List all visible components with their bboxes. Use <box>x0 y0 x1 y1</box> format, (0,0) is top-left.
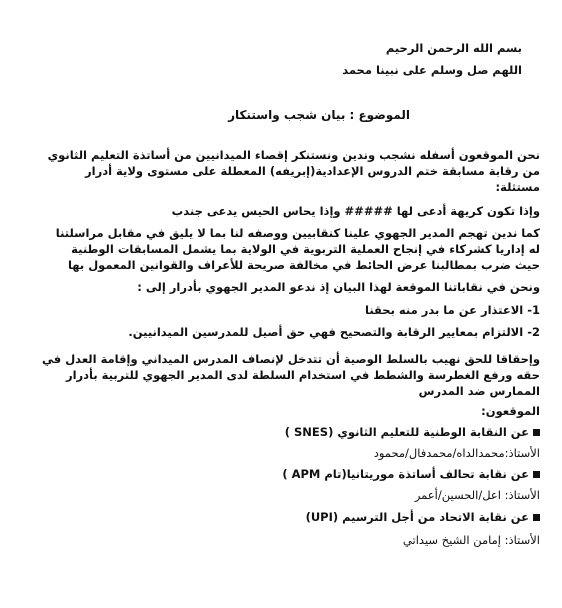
union-name: عن النقابة الوطنية للتعليم الثانوي (SNES ) <box>284 425 529 439</box>
union-name: عن نقابة تحالف أساتذة موريتانيا(تام APM ) <box>282 467 529 481</box>
bullet-icon <box>533 429 540 436</box>
union-3 <box>22 510 540 524</box>
bullet-icon <box>533 514 540 521</box>
union-1-signers: الأستاذ:محمدالداه/محمدفال/محمود <box>373 446 540 460</box>
signatories-heading: الموقعون: <box>481 404 540 418</box>
item-text: الالتزام بمعايير الرقابة والتصحيح فهي حق أصيل للمدرسين الميدانيين. <box>128 325 524 339</box>
basmala: بسم الله الرحمن الرحيم <box>385 41 522 55</box>
salawat-line: اللهم صل وسلم على نبينا محمد <box>342 63 522 77</box>
paragraph-3-line-2: له إداريا كشركاء في إنجاح العملية التربوية في الولاية بما يشمل المسابقات الوطنية <box>71 242 540 256</box>
union-1 <box>22 425 540 439</box>
union-name: عن نقابة الاتحاد من أجل الترسيم (UPI) <box>305 510 529 524</box>
paragraph-1-line-3: مستثلة: <box>495 180 540 194</box>
union-2-signers: الأستاذ: اعل/الحسين/أعمر <box>414 488 540 502</box>
poetry-verse: وإذا تكون كريهة أدعى لها ##### وإذا يحاس الحيس يدعى جندب <box>171 204 540 218</box>
paragraph-5-line-2: حقه ورفع الغطرسة والشطط في استخدام السلطة لدى المدير الجهوي للتربية بأدرار <box>65 368 540 382</box>
item-text: الاعتذار عن ما بدر منه بحقنا <box>365 303 524 317</box>
paragraph-1-line-2: من رقابة مسابقة ختم الدروس الإعدادية(إبريفه) المعطلة على مستوى ولاية أدرار <box>85 164 540 178</box>
paragraph-4: ونحن في نقاباتنا الموقعة لهذا البيان إذ ندعو المدير الجهوي بأدرار إلى : <box>137 280 540 294</box>
item-number: 2- <box>527 325 540 339</box>
bullet-icon <box>533 471 540 478</box>
item-number: 1- <box>527 303 540 317</box>
union-2 <box>22 467 540 481</box>
demand-item-1 <box>22 303 540 317</box>
paragraph-3-line-3: حيث ضرب بمطالبنا عرض الحائط في مخالفة صريحة للأعراف والقوانين المعمول بها <box>67 258 540 272</box>
paragraph-1-line-1: نحن الموقعون أسفله نشجب وندين ونستنكر إقصاء الميدانيين من أساتذة التعليم الثانوي <box>47 148 540 162</box>
subject-line: الموضوع : بيان شجب واستنكار <box>228 108 410 122</box>
union-3-signers: الأستاذ: إمامن الشيخ سيداتي <box>402 533 540 547</box>
paragraph-5-line-3: الممارس ضد المدرس <box>418 384 540 398</box>
paragraph-3-line-1: كما ندين تهجم المدير الجهوي علينا كنقابيين ووصفه لنا بما لا يليق في مقابل مراسلتنا <box>55 226 540 240</box>
demand-item-2 <box>22 325 540 339</box>
paragraph-5-line-1: وإحقاقا للحق نهيب بالسلط الوصية أن تتدخل لإنصاف المدرس الميداني وإقامة العدل في <box>42 352 540 366</box>
